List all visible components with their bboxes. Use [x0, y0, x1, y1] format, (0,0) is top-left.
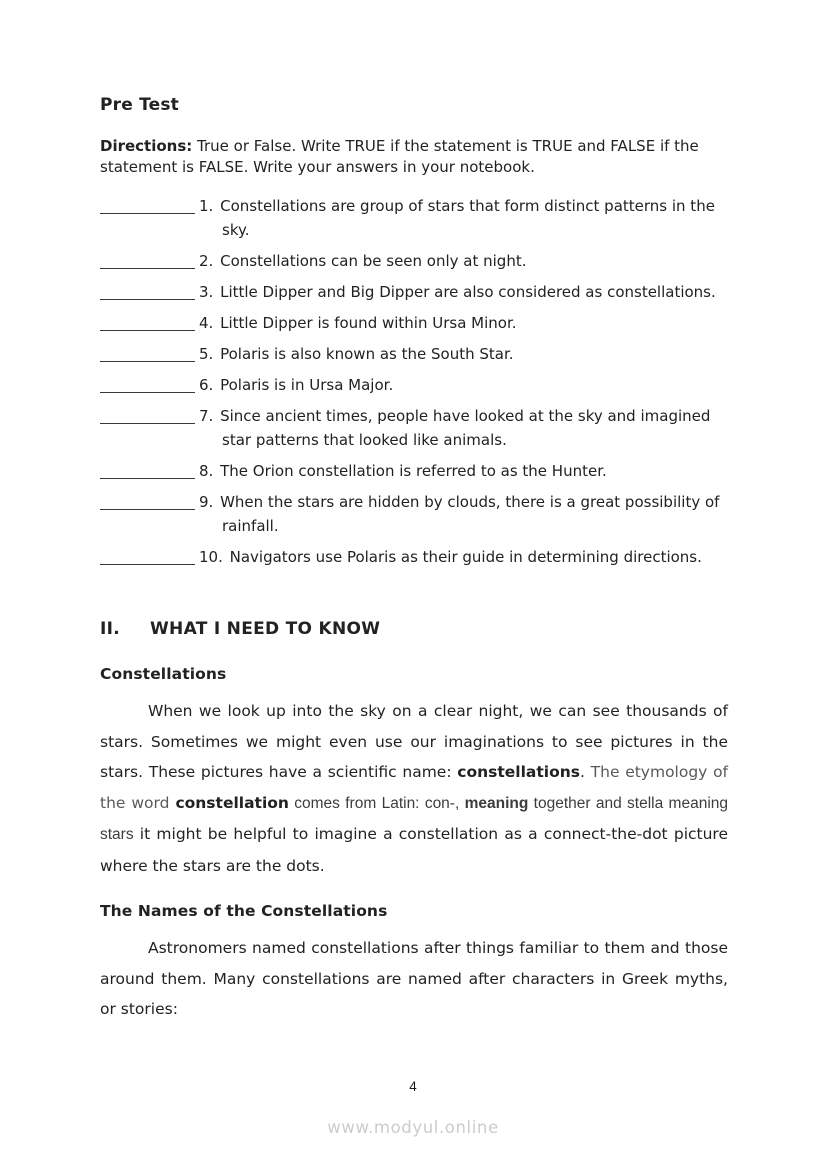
question-text: Polaris is in Ursa Major. — [220, 376, 394, 394]
question-text: Constellations are group of stars that form distinct patterns in the sky. — [220, 197, 715, 239]
section-title: WHAT I NEED TO KNOW — [150, 619, 381, 639]
page-content — [100, 0, 728, 1046]
question-text: Little Dipper and Big Dipper are also considered as constellations. — [220, 283, 716, 301]
answer-blank — [100, 477, 195, 479]
paragraph-text: together and stella meaning stars — [100, 794, 729, 843]
answer-blank — [100, 298, 195, 300]
names-section — [100, 902, 728, 1025]
question-number: 1. — [199, 197, 214, 215]
question-item-9 — [100, 490, 728, 538]
answer-blank — [100, 563, 195, 565]
question-text: Since ancient times, people have looked at the sky and imagined star patterns that looked like animals. — [220, 407, 711, 449]
names-heading: The Names of the Constellations — [100, 902, 388, 920]
names-paragraph: Astronomers named constellations after things familiar to them and those around them. Many constellations are named after characters in Greek myths, or stories: — [100, 939, 728, 1018]
directions-text: True or False. Write TRUE if the statement is TRUE and FALSE if the statement is FALSE. Write your answers in your notebook. — [100, 137, 699, 176]
question-number: 3. — [199, 283, 214, 301]
constellations-heading: Constellations — [100, 665, 227, 683]
answer-blank — [100, 422, 195, 424]
watermark-url: www.modyul.online — [327, 1118, 499, 1137]
answer-blank — [100, 360, 195, 362]
question-text: When the stars are hidden by clouds, there is a great possibility of rainfall. — [220, 493, 720, 535]
question-item-8 — [100, 459, 728, 483]
question-item-6 — [100, 373, 728, 397]
question-item-7 — [100, 404, 728, 452]
question-number: 4. — [199, 314, 214, 332]
question-text: The Orion constellation is referred to as the Hunter. — [220, 462, 607, 480]
question-number: 10. — [199, 548, 223, 566]
question-number: 7. — [199, 407, 214, 425]
paragraph-text: it might be helpful to imagine a constellation as a connect-the-dot picture where the stars are the dots. — [100, 825, 728, 875]
pretest-title: Pre Test — [100, 95, 180, 115]
bold-term-constellation: constellation — [175, 793, 289, 812]
page-number: 4 — [409, 1079, 417, 1094]
question-list — [100, 194, 728, 569]
directions-paragraph — [100, 136, 728, 177]
question-item-3 — [100, 280, 728, 304]
bold-term-constellations: constellations — [457, 763, 581, 781]
question-text: Little Dipper is found within Ursa Minor. — [220, 314, 517, 332]
question-item-4 — [100, 311, 728, 335]
constellations-paragraph — [100, 696, 728, 881]
question-item-5 — [100, 342, 728, 366]
question-number: 8. — [199, 462, 214, 480]
answer-blank — [100, 391, 195, 393]
paragraph-text: When we look up into the sky on a clear night, we can see thousands of stars. Sometimes we might even use our imaginations to see pictures in the stars. These pictures have a scientific name: — [100, 702, 728, 781]
paragraph-text: The etymology of the word — [100, 763, 729, 812]
question-number: 2. — [199, 252, 214, 270]
question-number: 9. — [199, 493, 214, 511]
question-item-2 — [100, 249, 728, 273]
bold-term-meaning: meaning — [464, 794, 529, 812]
paragraph-text: . — [580, 763, 591, 781]
question-item-10 — [100, 545, 728, 569]
question-number: 6. — [199, 376, 214, 394]
question-item-1 — [100, 194, 728, 242]
section-heading — [100, 619, 728, 639]
paragraph-text: comes from Latin: con-, — [288, 794, 465, 812]
answer-blank — [100, 267, 195, 269]
question-text: Navigators use Polaris as their guide in determining directions. — [229, 548, 702, 566]
question-text: Constellations can be seen only at night. — [220, 252, 527, 270]
question-number: 5. — [199, 345, 214, 363]
answer-blank — [100, 212, 195, 214]
directions-label: Directions: — [100, 137, 193, 155]
answer-blank — [100, 329, 195, 331]
question-text: Polaris is also known as the South Star. — [220, 345, 514, 363]
section-numeral: II. — [100, 619, 121, 639]
answer-blank — [100, 508, 195, 510]
